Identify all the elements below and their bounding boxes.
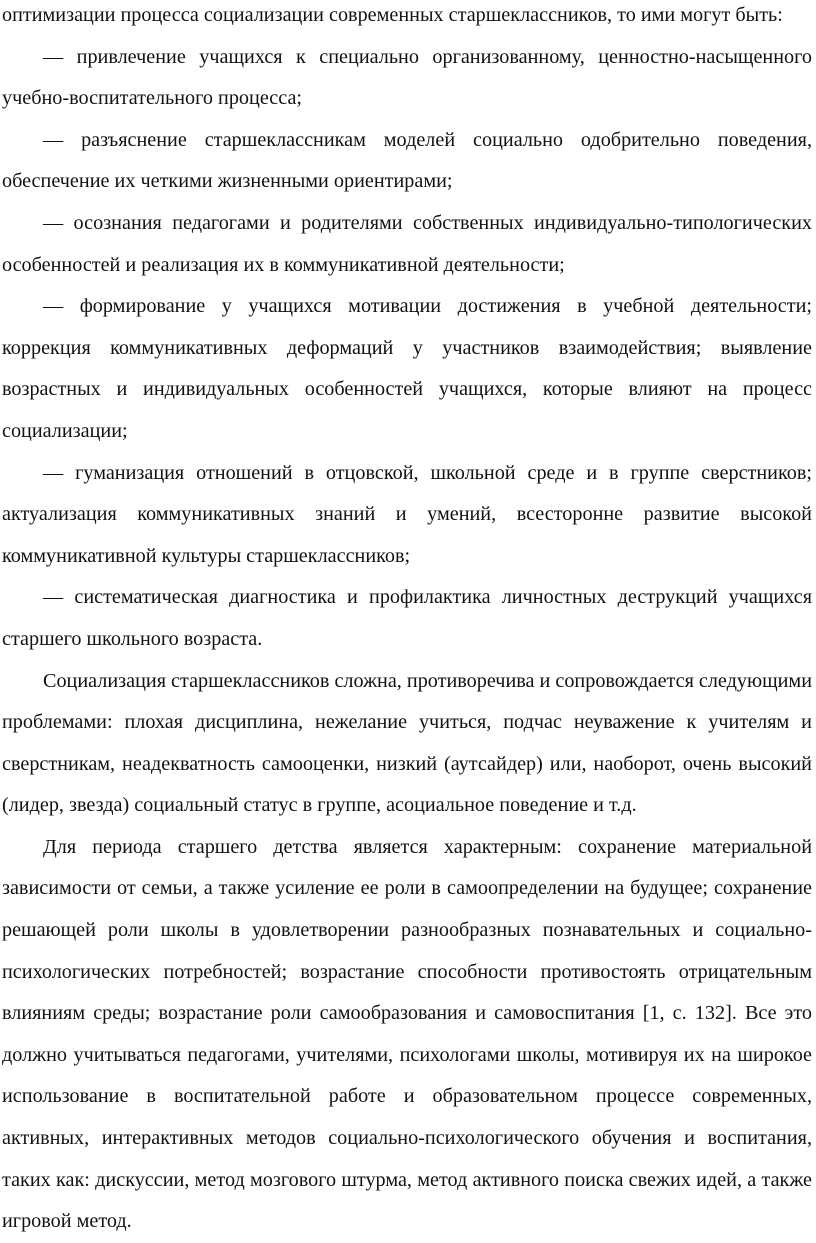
list-item-explanation: — разъяснение старшеклассникам моделей социально одобрительно поведения, обеспечение их четкими жизненными ориентирами; [2, 128, 812, 193]
paragraph-continuation: оптимизации процесса социализации современных старшеклассников, то ими могут быть: [2, 4, 783, 26]
list-item-humanization: — гуманизация отношений в отцовской, школьной среде и в группе сверстников; актуализация коммуникативных знаний и умений, всесторонне развитие высокой коммуникативной культуры старшеклассников; [2, 461, 812, 567]
list-item-awareness: — осознания педагогами и родителями собственных индивидуально-типологических особенностей и реализация их в коммуникативной деятельности; [2, 211, 812, 276]
list-item-motivation: — формирование у учащихся мотивации достижения в учебной деятельности; коррекция коммуникативных деформаций у участников взаимодействия; выявление возрастных и индивидуальных особенностей учащихся, которые влияют на процесс социализации; [2, 295, 812, 442]
paragraph-socialization-problems: Социализация старшеклассников сложна, противоречива и сопровождается следующими проблемами: плохая дисциплина, нежелание учиться, подчас неуважение к учителям и сверстникам, неадекватность самооценки, низкий (аутсайдер) или, наоборот, очень высокий (лидер, звезда) социальный статус в группе, асоциальное поведение и т.д. [2, 669, 812, 817]
paragraph-senior-childhood: Для периода старшего детства является характерным: сохранение материальной зависимости от семьи, а также усиление ее роли в самоопределении на будущее; сохранение решающей роли школы в удовлетворении разнообразных познавательных и социально-психологических потребностей; возрастание способности противостоять отрицательным влияниям среды; возрастание роли самообразования и самовоспитания [1, с. 132]. Все это должно учитываться педагогами, учителями, психологами школы, мотивируя их на широкое использование в воспитательной работе и образовательном процессе современных, активных, интерактивных методов социально-психологического обучения и воспитания, таких как: дискуссии, метод мозгового штурма, метод активного поиска свежих идей, а также игровой метод. [2, 835, 812, 1233]
list-item-diagnostics: — систематическая диагностика и профилактика личностных деструкций учащихся старшего школьного возраста. [2, 586, 812, 650]
list-item-involvement: — привлечение учащихся к специально организованному, ценностно-насыщенного учебно-воспитательного процесса; [2, 45, 812, 110]
